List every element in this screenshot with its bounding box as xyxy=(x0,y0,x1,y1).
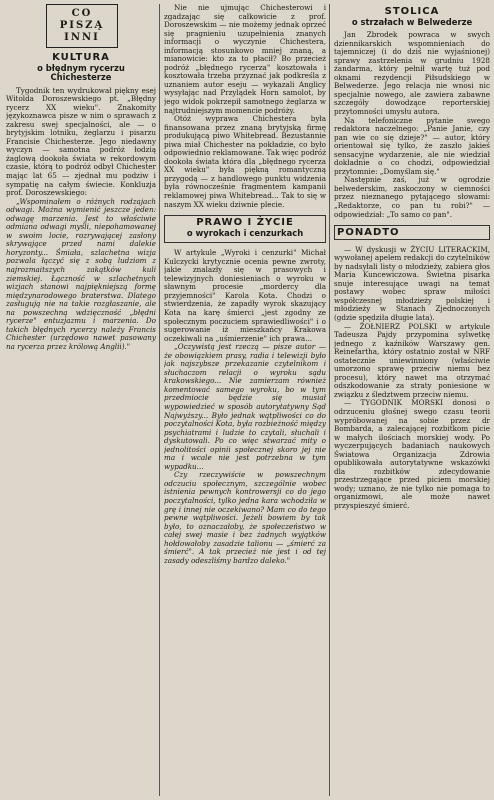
section-subheading-kultura: o błędnym rycerzu Chichesterze xyxy=(37,62,125,83)
rubric-line: CO xyxy=(71,8,93,19)
column-1 xyxy=(6,4,156,796)
column-3 xyxy=(334,4,490,796)
section-box-prawo xyxy=(164,215,326,243)
rubric-box xyxy=(46,4,118,48)
article-paragraph: Otóż wyprawa Chichestera była finansowana przez znaną brytyjską firmę produkującą piwo Whitebread. Bezustannie piwa miał Chichester na pokładzie, co było odpowiednio reklamowane. Tak więc podróż dookoła świata która dla „błędnego rycerza XX wieku" była piękną romantyczną przygodą — z handlowego punktu widzenia była równocześnie fragmentem kampanii reklamowej piwa Whitebread... Tak to się w naszym XX wieku dziwnie plecie. xyxy=(164,114,326,209)
section-heading-stolica: STOLICA xyxy=(384,6,440,17)
section-heading-kultura: KULTURA xyxy=(52,52,110,63)
section-heading-prawo: PRAWO I ŻYCIE xyxy=(196,217,294,229)
article-paragraph: W artykule „Wyroki i cenzurki" Michał Kulczycki krytycznie ocenia pewne zwroty, jakie znalazły się w prasowych i telewizyjnych doniesieniach o wyroku w sławnym procesie „mordercy dla przyjemności" Karola Kota. Chodzi o stwierdzenia, że zapadły wyrok skazujący Kota na karę śmierci „jest zgodny ze społecznym poczuciem sprawiedliwości" i o sugerowanie iż mieszkańcy Krakowa oczekiwali na „uśmierzenie" ich prawa... xyxy=(164,248,326,343)
article-quote: „Wspominałem o różnych rodzajach odwagi. Można wymienić jeszcze jeden: odwagę marzenia. Jest to właściwie odmiana odwagi myśli, niepohamowanej w swoim locie, rozrywającej zasłony skrywające przed nami dalekie horyzonty... Śmiała, szlachetna wizja pozwala łączyć się z sobą ludziom z najrozmaitszych zakątków kuli ziemskiej. Łączność w szlachetnych wizjach stanowi najpiękniejszą formę międzynarodowego braterstwa. Dlatego zasługują nie na takie rozgłaszanie, ale na powszechną wdzięczność „błędni rycerze" entuzjazmu i marzenia. Do takich błędnych rycerzy należy Francis Chichester (urzędowo nawet pasowany na rycerza przez królową Anglii)." xyxy=(6,196,156,351)
article-paragraph: — TYGODNIK MORSKI donosi o odrzuceniu głośnej swego czasu teorii wypróbowanej na sobie przez dr Bombarda, a zalecającej rozbitkom picie w małych ilościach morskiej wody. Po wyczerpujących badaniach naukowych Światowa Organizacja Zdrowia opublikowała autorytatywne wskazówki dla rozbitków zdecydowanie przestrzegające przed piciem morskiej wody; uznano, że nie tylko nie pomaga to organizmowi, ale może nawet przyspieszyć śmierć. xyxy=(334,398,490,511)
article-paragraph: — ŻOŁNIERZ POLSKI w artykule Tadeusza Pajdy przypomina sylwetkę jednego z kaźników Warszawy gen. Reinefartha, który ostatnio został w NRF ostatecznie uniewinniony (właściwie umorzono sprawę przeciw niemu bez procesu), który nawet ma otrzymać odszkodowanie za straty poniesione w związku z śledztwem przeciw niemu. xyxy=(334,321,490,399)
article-paragraph: Jan Zbrodek powraca w swych dziennikarskich wspomnieniach do tajemniczej (i do dziś nie wyjaśnionej) sprawy zastrzelenia w grudniu 1928 żandarma, który pełnił wartę tuż pod oknami rezydencji Piłsudskiego w Belwederze. Jego relacja nie wnosi nic specjalnie nowego, ale zawiera zabawne szczegóły dowodzące reporterskiej przytomności umysłu autora. xyxy=(334,30,490,116)
article-paragraph: Następnie zaś, już w ogrodzie belwederskim, zaskoczony w ciemności przez nieznanego pytającego słowami: „Redaktorze, co pan tu robi?" — odpowiedział: „To samo co pan". xyxy=(334,175,490,219)
section-subheading-stolica: o strzałach w Belwederze xyxy=(351,16,473,27)
column-divider xyxy=(159,4,160,796)
section-subheading-prawo: o wyrokach i cenzurkach xyxy=(186,227,304,238)
article-quote: „Oczywistą jest rzeczą — pisze autor — że obowiązkiem prasy, radia i telewizji było jak najszybsze przekazanie czytelnikom i słuchaczom relacji o wyroku sądu krakowskiego... Nie zamierzam również komentować samego wyroku, bo w tym przedmiocie będzie się musiał wypowiedzieć w sposób autorytatywny Sąd Najwyższy... Było jednak wątpliwości co do poczytalności Kota, była rozbieżność między psychiatrami i ludzie to czytali, słuchali i dyskutowali. Po co więc stwarzać mity o jednolitości opinii społecznej skoro jej nie ma i wcale nie jest potrzebna w tym wypadku... xyxy=(164,342,326,471)
section-box-ponadto xyxy=(334,225,490,240)
article-paragraph: Tygodnik ten wydrukował piękny esej Witolda Doroszewskiego pt. „Błędny rycerz XX wieku". Znakomity językoznawca pisze w nim o sprawach z zakresu swej specjalności, ale — o brytyjskim lotniku, żeglarzu i pisarzu Francisie Chichesterze. Jego niedawny wyczyn — samotna podróż łodzią żaglową dookoła świata w rekordowym czasie, którą to podróż odbył Chichester mając lat 65 — zjednał mu podziw i sympatię na całym świecie. Konkluzja prof. Doroszewskiego: xyxy=(6,85,156,198)
article-quote: Czy rzeczywiście w powszechnym odczuciu społecznym, szczególnie wobec istnienia pewnych kontrowersji co do jego poczytalności, tylko jedna kara wchodziła w grę i innej nie oczekiwano? Mam co do tego pewne wątpliwości. Jeżeli bowiem by tak było, to oznaczałoby, że społeczeństwo w całej swej masie i bez żadnych wyjątków hołdowałoby zasadzie talionu — „śmierć za śmierć". A tak przecież nie jest i od tej zasady odeszliśmy bardzo daleko." xyxy=(164,470,326,565)
section-heading-ponadto: PONADTO xyxy=(337,227,400,239)
column-2 xyxy=(164,4,326,796)
article-paragraph: Nie nie ujmując Chichesterowi i zgadzając się całkowicie z prof. Doroszewskim — nie możemy jednak oprzeć się pragnieniu uzupełnienia znanych informacji o wyczynie Chichestera, informacją stosunkowo mniej znaną, a mianowicie: kto za to płacił? Bo przecież podróż „błędnego rycerza" kosztowała i kosztowała trzeba przyznać jak podkreśla z uznaniem autor eseju — wykazali Anglicy wysyłając nad Przylądek Horn samolot, by jego widok pokrzepił samotnego żeglarza w najtrudniejszym momencie podróży. xyxy=(164,4,326,115)
rubric-line: INNI xyxy=(64,32,100,43)
article-paragraph: Na telefoniczne pytanie swego redaktora naczelnego: „Panie Janie, czy pan wie co się dzieje?" — autor, który orientował się tylko, że zaszło jakieś sensacyjne wydarzenie, ale nie wiedział dokładnie o co chodzi, odpowiedział przytomnie: „Domyślam się." xyxy=(334,115,490,176)
rubric-line: PISZĄ xyxy=(59,20,105,31)
article-paragraph: — W dyskusji w ŻYCIU LITERACKIM, wywołanej apelem redakcji do czytelników by nadsyłali listy o młodzieży, zabiera głos Maria Kuncewiczowa. Świetna pisarka snuje interesujące uwagi na temat postawy wobec spraw miłości współczesnej młodzieży polskiej i młodzieży w Stanach Zjednoczonych (gdzie spędziła długie lata). xyxy=(334,244,490,322)
column-divider xyxy=(329,4,330,796)
